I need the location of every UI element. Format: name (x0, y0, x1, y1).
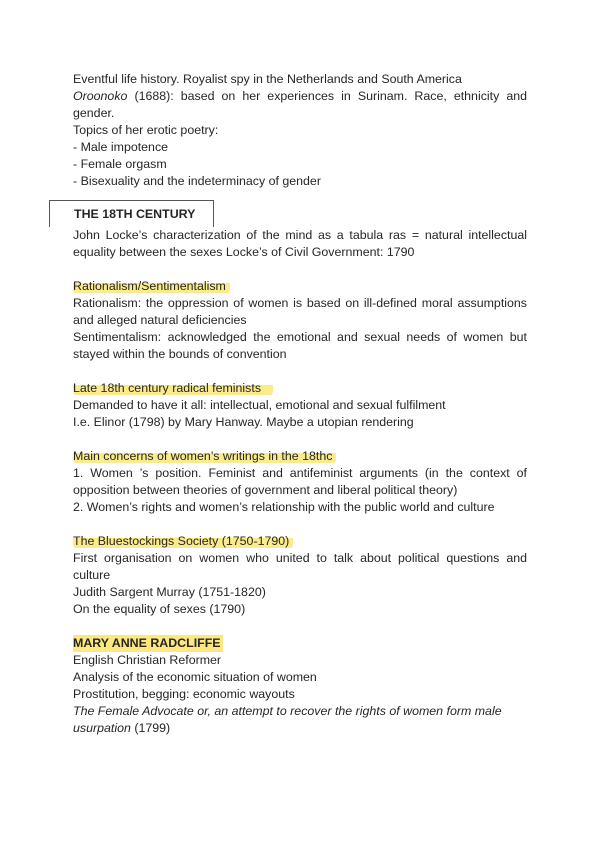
radcliffe-work-year: (1799) (130, 721, 171, 735)
bluestockings-line-1: First organisation on women who united to talk about political questions and culture (73, 551, 527, 582)
topic-item-1: - Male impotence (73, 140, 169, 154)
radcliffe-line-3: Prostitution, begging: economic wayouts (73, 687, 295, 701)
radical-line-1: Demanded to have it all: intellectual, emotional and sexual fulfilment (73, 398, 446, 412)
century-heading-box (49, 200, 214, 227)
rationalism-paragraph: Rationalism: the oppression of women is based on ill-defined moral assumptions and alleged natural deficiencies (73, 296, 527, 327)
sentimentalism-paragraph: Sentimentalism: acknowledged the emotional and sexual needs of women but stayed within the bounds of convention (73, 330, 527, 361)
bluestockings-line-2: Judith Sargent Murray (1751-1820) (73, 585, 266, 599)
radical-heading-line (73, 380, 527, 397)
topics-label: Topics of her erotic poetry: (73, 123, 219, 137)
oroonoko-description: (1688): based on her experiences in Surinam. Race, ethnicity and gender. (73, 89, 527, 120)
locke-paragraph: John Locke’s characterization of the mind as a tabula ras = natural intellectual equality between the sexes Locke’s of Civil Government: 1790 (73, 228, 527, 259)
rationalism-heading-line (73, 278, 527, 295)
bluestockings-line-3: On the equality of sexes (1790) (73, 602, 246, 616)
concerns-item-2: 2. Women’s rights and women’s relationship with the public world and culture (73, 500, 495, 514)
concerns-item-1: 1. Women ’s position. Feminist and antifeminist arguments (in the context of opposition between theories of government and liberal political theory) (73, 466, 527, 497)
radical-line-2: I.e. Elinor (1798) by Mary Hanway. Maybe a utopian rendering (73, 415, 414, 429)
radcliffe-work-title: The Female Advocate or, an attempt to recover the rights of women form male usurpation (73, 704, 502, 735)
intro-oroonoko (73, 88, 527, 122)
concerns-heading-line (73, 448, 527, 465)
century-heading: THE 18TH CENTURY (74, 207, 196, 221)
bluestockings-heading: The Bluestockings Society (1750-1790) (73, 533, 293, 550)
radcliffe-line-2: Analysis of the economic situation of women (73, 670, 317, 684)
radcliffe-heading-line (73, 635, 527, 652)
concerns-heading: Main concerns of women’s writings in the 18thc (73, 448, 336, 465)
radcliffe-heading: MARY ANNE RADCLIFFE (73, 636, 221, 650)
radical-heading: Late 18th century radical feminists (73, 380, 273, 397)
radcliffe-work (73, 703, 527, 737)
oroonoko-title: Oroonoko (73, 89, 128, 103)
intro-life-history: Eventful life history. Royalist spy in the Netherlands and South America (73, 72, 462, 86)
topic-item-2: - Female orgasm (73, 157, 167, 171)
radcliffe-line-1: English Christian Reformer (73, 653, 222, 667)
notes-content (73, 71, 527, 737)
rationalism-heading: Rationalism/Sentimentalism (73, 278, 230, 295)
bluestockings-heading-line (73, 533, 527, 550)
topic-item-3: - Bisexuality and the indeterminacy of gender (73, 174, 321, 188)
